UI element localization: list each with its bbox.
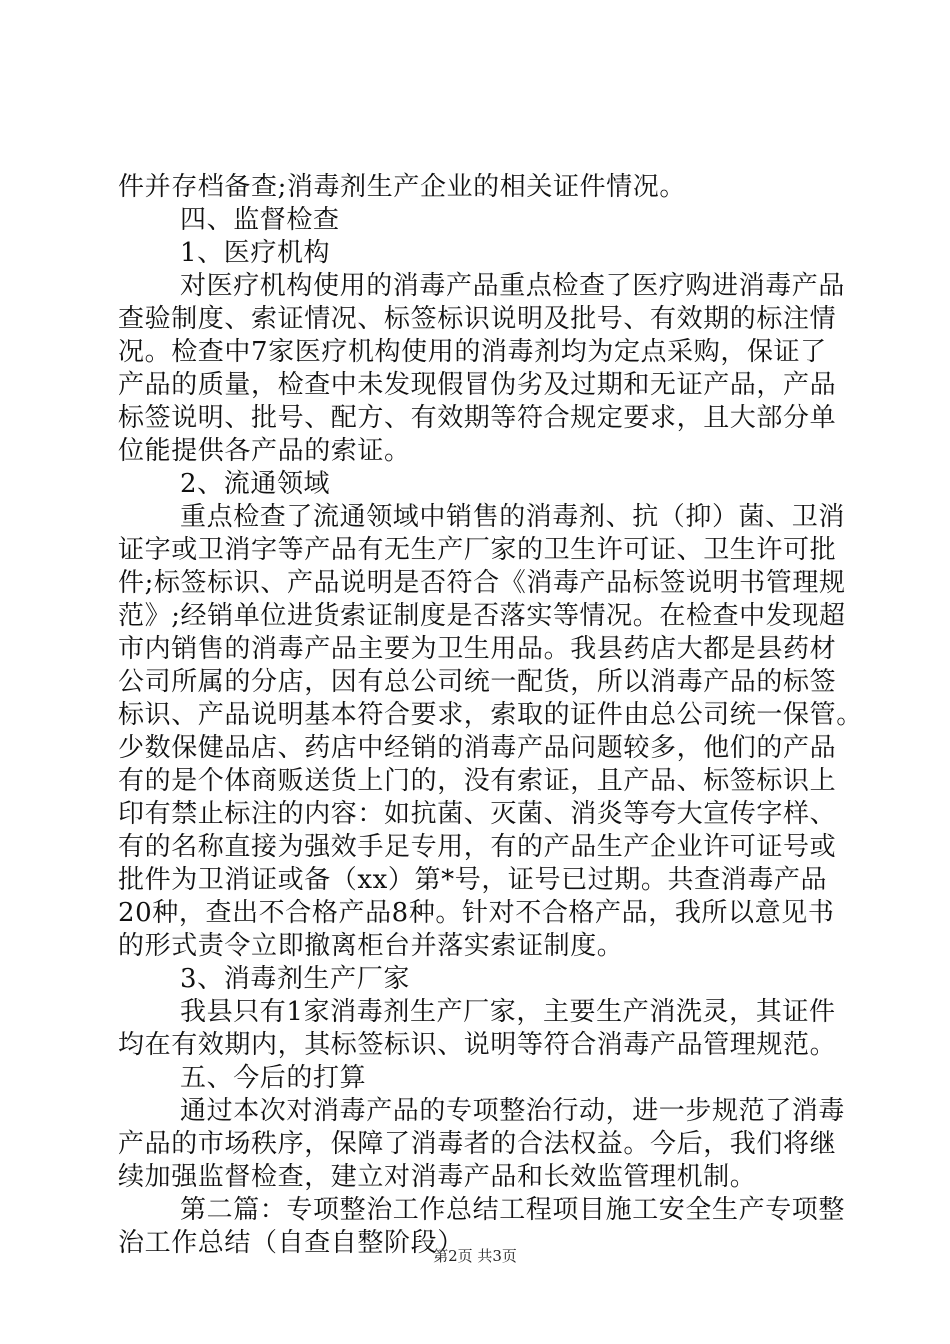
text-line: 标识、产品说明基本符合要求，索取的证件由总公司统一保管。 [118, 700, 863, 730]
paragraph-first-line: 通过本次对消毒产品的专项整治行动，进一步规范了消毒 [180, 1096, 846, 1126]
text-line: 况。检查中7家医疗机构使用的消毒剂均为定点采购，保证了 [118, 337, 827, 367]
text-line: 有的名称直接为强效手足专用，有的产品生产企业许可证号或 [118, 832, 837, 862]
text-line: 20种，查出不合格产品8种。针对不合格产品，我所以意见书 [118, 898, 835, 928]
page-footer: 第2页 共3页 [433, 1247, 517, 1265]
text-line: 标签说明、批号、配方、有效期等符合规定要求，且大部分单 [118, 403, 837, 433]
text-line: 均在有效期内，其标签标识、说明等符合消毒产品管理规范。 [118, 1030, 837, 1060]
text-line: 产品的市场秩序，保障了消毒者的合法权益。今后，我们将继 [118, 1129, 837, 1159]
paragraph-first-line: 我县只有1家消毒剂生产厂家，主要生产消洗灵，其证件 [180, 997, 836, 1027]
text-line: 产品的质量，检查中未发现假冒伪劣及过期和无证产品，产品 [118, 370, 837, 400]
section-heading: 五、今后的打算 [180, 1063, 367, 1093]
text-line: 少数保健品店、药店中经销的消毒产品问题较多，他们的产品 [118, 733, 837, 763]
subsection-heading: 1、医疗机构 [180, 238, 331, 268]
paragraph-first-line: 对医疗机构使用的消毒产品重点检查了医疗购进消毒产品 [180, 271, 846, 301]
text-line: 有的是个体商贩送货上门的，没有索证，且产品、标签标识上 [118, 766, 837, 796]
section-heading: 四、监督检查 [180, 205, 340, 235]
chapter-heading: 第二篇：专项整治工作总结工程项目施工安全生产专项整 [180, 1195, 846, 1225]
text-line: 批件为卫消证或备（xx）第*号，证号已过期。共查消毒产品 [118, 865, 828, 895]
text-line: 印有禁止标注的内容：如抗菌、灭菌、消炎等夸大宣传字样、 [118, 799, 837, 829]
text-line: 市内销售的消毒产品主要为卫生用品。我县药店大都是县药材 [118, 634, 837, 664]
subsection-heading: 3、消毒剂生产厂家 [180, 964, 410, 994]
subsection-heading: 2、流通领域 [180, 469, 331, 499]
text-line: 治工作总结（自查自整阶段） [118, 1228, 464, 1258]
text-line: 查验制度、索证情况、标签标识说明及批号、有效期的标注情 [118, 304, 837, 334]
text-line: 位能提供各产品的索证。 [118, 436, 411, 466]
text-line: 件并存档备查;消毒剂生产企业的相关证件情况。 [118, 172, 686, 202]
text-line: 件;标签标识、产品说明是否符合《消毒产品标签说明书管理规 [118, 568, 846, 598]
text-line: 的形式责令立即撤离柜台并落实索证制度。 [118, 931, 624, 961]
text-line: 证字或卫消字等产品有无生产厂家的卫生许可证、卫生许可批 [118, 535, 837, 565]
text-line: 公司所属的分店，因有总公司统一配货，所以消毒产品的标签 [118, 667, 837, 697]
text-line: 续加强监督检查，建立对消毒产品和长效监管理机制。 [118, 1162, 757, 1192]
text-line: 范》;经销单位进货索证制度是否落实等情况。在检查中发现超 [118, 601, 846, 631]
paragraph-first-line: 重点检查了流通领域中销售的消毒剂、抗（抑）菌、卫消 [180, 502, 846, 532]
